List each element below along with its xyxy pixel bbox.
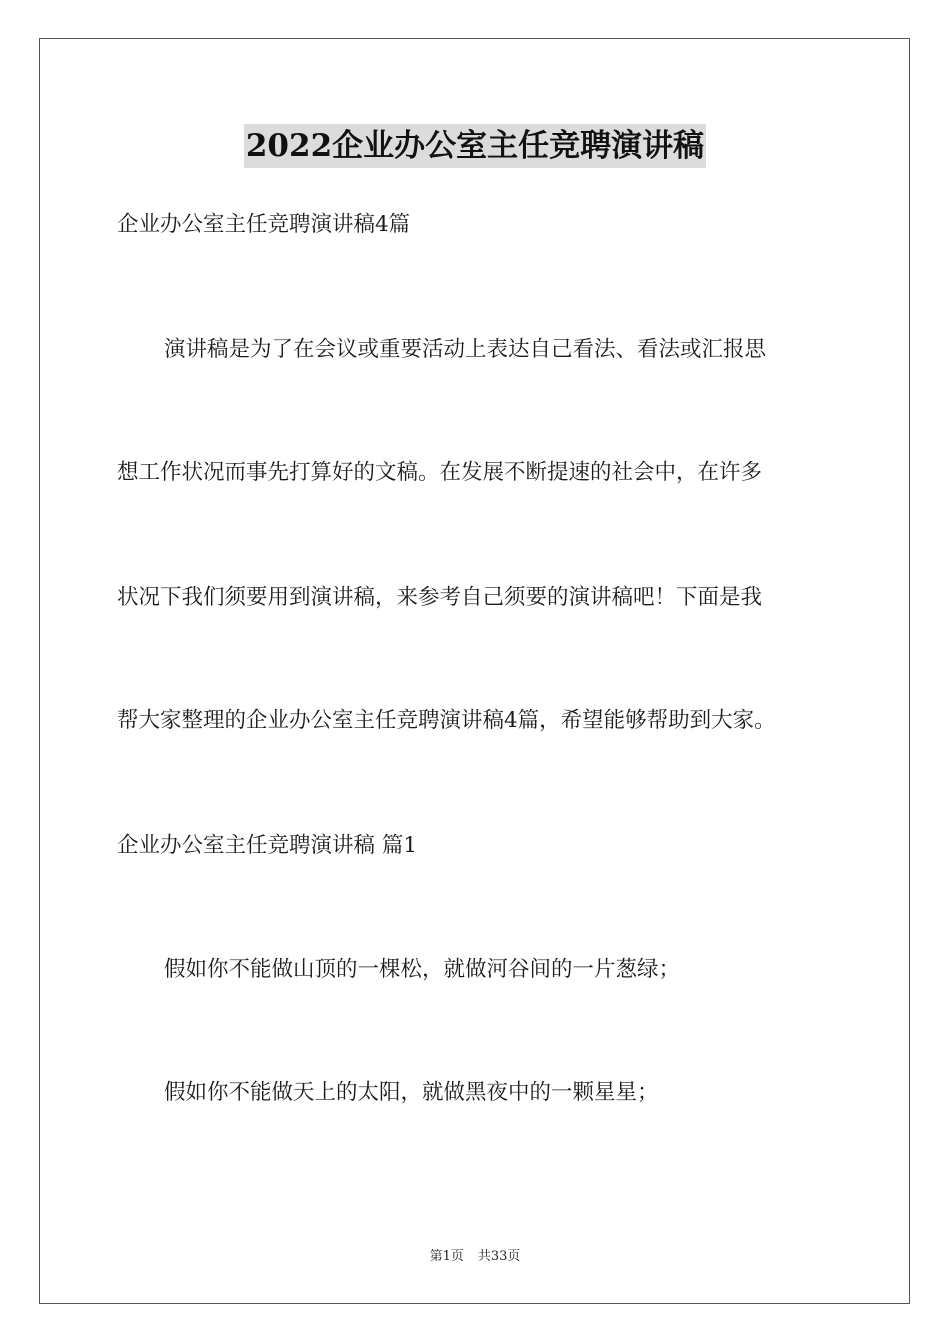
paragraph-line-6: 假如你不能做天上的太阳，就做黑夜中的一颗星星； bbox=[164, 1080, 659, 1105]
subtitle-line: 企业办公室主任竞聘演讲稿4篇 bbox=[117, 212, 411, 237]
document-title: 2022企业办公室主任竞聘演讲稿 bbox=[244, 124, 706, 168]
paragraph-line-4: 帮大家整理的企业办公室主任竞聘演讲稿4篇，希望能够帮助到大家。 bbox=[117, 708, 776, 733]
paragraph-line-3: 状况下我们须要用到演讲稿，来参考自己须要的演讲稿吧！下面是我 bbox=[117, 585, 763, 610]
page-number-total: 共33页 bbox=[477, 1249, 521, 1264]
paragraph-line-2: 想工作状况而事先打算好的文稿。在发展不断提速的社会中，在许多 bbox=[117, 460, 763, 485]
paragraph-line-5: 假如你不能做山顶的一棵松，就做河谷间的一片葱绿； bbox=[164, 957, 681, 982]
paragraph-line-1: 演讲稿是为了在会议或重要活动上表达自己看法、看法或汇报思 bbox=[164, 337, 767, 362]
section-heading: 企业办公室主任竞聘演讲稿 篇1 bbox=[117, 833, 418, 858]
title-container bbox=[0, 124, 950, 168]
page-number-current: 第1页 bbox=[429, 1249, 464, 1264]
page-footer bbox=[0, 1247, 950, 1267]
